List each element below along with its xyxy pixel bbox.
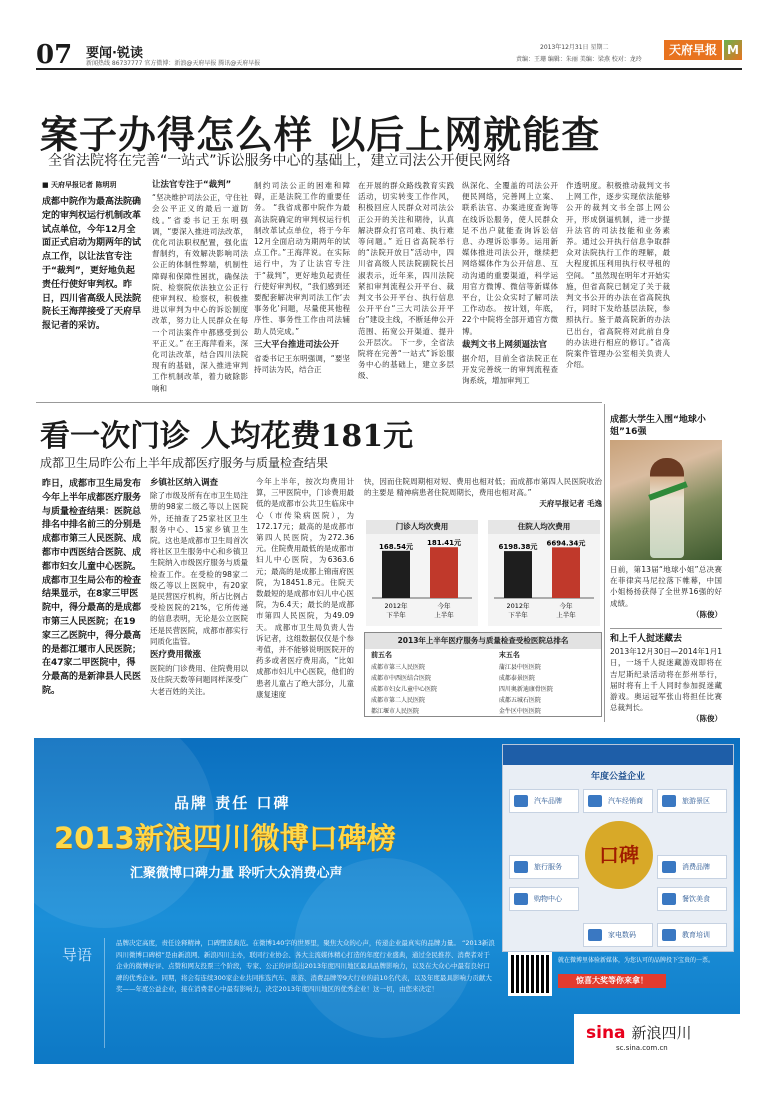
byline-1: ■ 天府早报记者 陈明玥 (42, 181, 117, 189)
brief-title: 和上千人挝迷藏去 (610, 634, 683, 644)
article1-col5-text: 纵深化、全覆盖的司法公开便民网络，完善网上立案、联系法官、办案进度查询等在线诉讼服务，使人民群众足不出户就能查询诉讼信息、办理诉讼事务。运用新媒体推进司法公开，继续把网络媒体作为公开信息、互动沟通的重要渠道，科学运用官方微博、微信等新媒体平台，让公众实时了解司法工作动态。 按计划，年底，22个中院将全部开通官方微博。 (462, 181, 558, 336)
chart-category-label: 2012年 (506, 602, 530, 610)
brief (610, 632, 722, 724)
chart-category-label: 下半年 (508, 611, 528, 619)
article1-col3b-text: 省委书记王东明强调，“要坚持司法为民，结合正 (254, 354, 350, 375)
chart-value-label: 6694.34元 (546, 539, 586, 548)
tile-label: 餐饮美食 (682, 895, 710, 903)
article2-col4 (364, 476, 602, 522)
table-row (365, 683, 601, 694)
tile-label: 汽车品牌 (534, 797, 562, 805)
landscape-icon (662, 795, 676, 807)
table-cell: 成都五城石医院 (498, 697, 541, 704)
table-cell: 都江堰市人民医院 (371, 708, 420, 715)
tile-label: 旅行服务 (534, 863, 562, 871)
article1-col6 (566, 180, 670, 396)
brief-divider (610, 628, 722, 629)
subhead-documents: 裁判文书上网须逼法官 (462, 339, 548, 350)
bag-icon (662, 861, 676, 873)
qr-code[interactable] (508, 952, 552, 996)
tile-food (657, 887, 727, 911)
sina-logo-cn: 新浪四川 (631, 1024, 692, 1042)
contest-photo (610, 440, 722, 560)
book-icon (662, 929, 676, 941)
chart-category-label: 上半年 (434, 611, 454, 619)
tv-icon (588, 929, 602, 941)
chart-bar (382, 551, 410, 598)
subhead-judges: 让法官专注于“裁判” (152, 180, 232, 190)
chart-bar (430, 547, 458, 598)
article2-col3 (256, 476, 354, 720)
subheadline-2: 成都卫生局昨公布上半年成都医疗服务与质量检查结果 (40, 456, 329, 470)
article1-col3-text: 制约司法公正的困难和障碍，正是法院工作的重要任务。 “我省成都中院作为最高法院确定的审判权运行机制改革试点单位，将于今年12月全面启动为期两年的试点工作。”王海萍说。在实际运行中，为了让法官专注于“裁判”，更好地负起责任行使好审判权，“我们感到还要配套解决审判司法工作‘去事务化’问题，尽量使其他程序性、事务性工作由司法辅助人员完成。” (254, 181, 350, 336)
table-row (365, 661, 601, 672)
bar-charts (364, 534, 604, 628)
guide-divider (104, 938, 105, 1048)
sina-advertisement (34, 738, 740, 1064)
photo-caption-title: 成都大学生入围“地球小姐”16强 (610, 415, 706, 437)
logo-mark-icon: M (724, 40, 742, 60)
ranking-header-top: 前五名 (371, 651, 392, 659)
issue-date: 2013年12月31日 星期二 (540, 44, 609, 51)
tile-electronics (583, 923, 653, 947)
ad-title: 2013新浪四川微博口碑榜 (54, 821, 396, 855)
article2-col2 (150, 476, 248, 720)
koubei-seal: 口碑 (585, 821, 653, 889)
ad-guide-label: 导语 (62, 946, 93, 964)
article1-col4 (358, 180, 454, 396)
ad-body: 品牌决定高度，责任诠释精神，口碑塑造典范。在微博140字的世界里，聚焦大众的心声，传递企业最真实的品牌力量。 “2013新浪四川微博口碑榜”是由新浪网、新浪四川主办，联同行业协会、各大主流媒体精心打造的年度行业盛典，通过全民推荐、消费者对于企业的微博好评、点赞和网友投票三个阶段，专家、公正的评选出2013年度四川地区最具品牌影响力，以及在大众心中最有良好口碑的优秀企业。同期，将会有连续300家企业共同推选汽车、旅游、消费品牌等9大行业的前10名代表，以及年度最具影响力贡献大奖——年度公益企业，接在消费者心中最有影响力，决定2013年度四川地区的优秀企业！这一切，由您来决定！ (116, 939, 495, 993)
staff-credits: 责编：王珊 编辑：朱丽 美编：梁燕 校对：龙玲 (516, 56, 642, 63)
ranking-table (364, 632, 602, 717)
brief-credit: （陈俊） (692, 714, 722, 724)
chart-1-title: 门诊人均次费用 (366, 520, 478, 534)
chart-value-label: 181.41元 (426, 539, 462, 548)
table-row (365, 694, 601, 705)
sina-logo-text: sina (586, 1023, 626, 1043)
tile-auto-brand (509, 789, 579, 813)
page-number: 07 (36, 40, 73, 70)
food-icon (662, 893, 676, 905)
article1-col4-text: 在开展的群众路线教育实践活动，切实转变工作作风，积极回应人民群众对司法公正公开的关注和期待，认真解决群众打官司难、执行难等问题。” 近日省高院举行的“法院开放日”活动中，四川省高级人民法院副院长吕淑表示，近年来，四川法院紧扣审判流程公开平台、裁判文书公开平台、执行信息公开平台“三大司法公开平台”建设主线，不断延伸公开范围、拓宽公开渠道、提升公开层次。 下一步，全省法院将在完善“一站式”诉讼服务中心的基础上，建立多层级、 (358, 181, 454, 381)
brief-text: 2013年12月30日—2014年1月1日，一场千人捉迷藏游戏即将在吉尼斯纪录活动将在彭州举行，届时将有上千人同时参加捉迷藏游戏。奥运冠军张山将担任比赛总裁判长。 (610, 647, 722, 713)
table-cell: 成都市第二人民医院 (371, 697, 426, 704)
subheadline-1: 全省法院将在完善“一站式”诉讼服务中心的基础上，建立司法公开便民网络 (48, 153, 511, 169)
ad-keywords: 品牌 责任 口碑 (174, 794, 291, 812)
sina-logo (586, 1022, 691, 1043)
section-title: 要闻·锐读 (86, 46, 143, 61)
tile-label: 购物中心 (534, 895, 562, 903)
photo-credit: （陈俊） (692, 609, 722, 619)
article2-col2-text: 除了市级及所有在市卫生局注册的98家二级乙等以上医院外，还抽查了25家社区卫生服务中心、15家乡镇卫生院。这也是成都市卫生局首次将社区卫生服务中心和乡镇卫生院纳入市级医疗服务与质量检查工作。在受检的98家二级乙等以上医院中，有20家是民营医疗机构，所占比例占受检医院的21%，它所传递的信息表明，无论是公立医院还是民营医院，成都市都实行同质化监管。 (150, 491, 248, 646)
ranking-header-bottom: 末五名 (498, 651, 520, 659)
tile-education (657, 923, 727, 947)
chart-value-label: 168.54元 (378, 542, 414, 551)
car-icon (514, 795, 528, 807)
photo-text-body: 日前，第13届“地球小姐”总决赛在菲律宾马尼拉落下帷幕，中国小姐杨扬获得了全世界16强的好成绩。 (610, 565, 722, 608)
lead-1: 成都中院作为最高法院确定的审判权运行机制改革试点单位，今年12月全面正式启动为期两年的试点工作，以让法官专注于“裁判”，更好地负起责任行使好审判权。昨日，四川省高级人民法院院长王海萍接受了天府早报记者的采访。 (42, 197, 142, 332)
tile-auto-dealer (583, 789, 653, 813)
contestant-figure (650, 458, 684, 558)
table-cell: 成都市第三人民医院 (371, 664, 426, 671)
article2-col3-text: 今年上半年，按次均费用计算，三甲医院中，门诊费用最低的是成都市公共卫生临床中心（市传染病医院），为172.17元；最高的是成都市第四人民医院，为272.36元。住院费用最低的是成都市妇儿中心医院，为6363.6元；最高的是成都上锦南府医院，为18451.8元。住院天数最短的是成都市妇儿中心医院，为6.4天；最长的是成都市第四人民医院，为49.09天。 成都市卫生局负责人告诉记者，这组数据仅仅是个参考值，并不能够说明医院开的药多或者医疗费用高，“比如成都市妇儿中心医院，他们的患者儿童占了绝大部分，儿童康复速度 (256, 477, 354, 699)
article2-col2b-text: 医院的门诊费用、住院费用以及住院天数等问题同样深受广大老百姓的关注。 (150, 664, 248, 696)
table-row (365, 672, 601, 683)
subhead-costs: 医疗费用微涨 (150, 650, 202, 661)
chart-category-label: 下半年 (386, 611, 406, 619)
article1-col2-text: “坚决维护司法公正，守住社会公平正义的最后一道防线。”省委书记王东明强调，“要深入推进司法改革，优化司法职权配置，强化监督制约，有效解决影响司法公正的体制性弊端，机制性障碍和保障性困扰，确保法院、检察院依法独立公正行使审判权、检察权，积极推进以审判为中心的诉讼制度改革，努力让人民群众在每一个司法案件中都感受到公平正义。” 在王海萍看来，深化司法改革，结合四川法院现有的基础，深入推进审判工作机制改革，着力破除影响和 (152, 193, 248, 393)
tile-label: 教育培训 (682, 931, 710, 939)
qr-caption: 就在微博里体验新媒体，为您认可的品牌投下宝贵的一票。 (558, 957, 715, 964)
ad-screenshot-bar (503, 745, 733, 765)
chart-category-label: 上半年 (556, 611, 576, 619)
car-icon (588, 795, 602, 807)
tile-label: 家电数码 (608, 931, 636, 939)
headline-1: 案子办得怎么样 以后上网就能查 (40, 112, 601, 157)
tile-label: 旅游景区 (682, 797, 710, 805)
table-cell: 金牛区中医医院 (498, 708, 541, 715)
table-cell: 成都市中西医结合医院 (371, 675, 432, 682)
chart-bar (552, 547, 580, 598)
chart-2-title: 住院人均次费用 (488, 520, 600, 534)
prize-banner: 惊喜大奖等你来拿！ (558, 974, 666, 988)
column-divider (604, 404, 605, 722)
section-divider (36, 402, 602, 403)
newspaper-logo: 天府早报 (664, 40, 722, 60)
article1-col3 (254, 180, 350, 396)
plane-icon (514, 861, 528, 873)
table-cell: 蒲江县中医医院 (498, 664, 541, 671)
ad-screenshot-title: 年度公益企业 (590, 772, 645, 782)
tile-scenic (657, 789, 727, 813)
tile-label: 消费品牌 (682, 863, 710, 871)
tile-mall (509, 887, 579, 911)
page-header (36, 38, 742, 70)
chart-bar (504, 551, 532, 598)
tile-consumer (657, 855, 727, 879)
photo-text (610, 564, 722, 626)
tile-travel (509, 855, 579, 879)
subhead-platforms: 三大平台推进司法公开 (254, 339, 340, 350)
article1-col5b-text: 据介绍，目前全省法院正在开发完善统一的审判流程查询系统，增加审判工 (462, 354, 558, 386)
article1-col2 (152, 178, 248, 396)
article2-byline: 天府早报记者 毛逸 (539, 499, 602, 509)
hotline: 新闻热线 86737777 官方微博：新浪@天府早报 腾讯@天府早报 (86, 60, 261, 67)
table-cell: 四川奥新迪康骨医院 (498, 686, 553, 693)
table-row (365, 705, 601, 716)
subhead-township: 乡镇社区纳入调查 (150, 478, 219, 488)
table-cell: 成都泰景医院 (498, 675, 535, 682)
sina-url: sc.sina.com.cn (616, 1044, 668, 1052)
ad-screenshot (502, 744, 734, 952)
article1-col6-text: 作透明度。积极推动裁判文书上网工作，逐步实现依法能够公开的裁判文书全部上网公开，形成倒逼机制，进一步提升法官的司法技能和业务素养。通过公开执行信息争取群众对法院执行工作的理解，最大程度抓压利用执行权寻租的空间。 “虽然现在明年才开始实施，但省高院已制定了关于裁判文书公开的办法在省高院执行，同时下发给基层法院，参照执行。鉴于最高院新的办法已出台，省高院将对此前自身的办法进行相应的修订。”省高院案件管理办公室相关负责人介绍。 (566, 181, 670, 370)
table-cell: 成都市妇女儿童中心医院 (371, 686, 438, 693)
article2-col4-text: 精神病患者住院周期长，费用也相对高。” (396, 488, 532, 498)
ranking-table-title: 2013年上半年医疗服务与质量检查受检医院总排名 (365, 633, 601, 649)
article1-col5 (462, 180, 558, 396)
cart-icon (514, 893, 528, 905)
article2-col4-top: 快，因而住院周期相对短、费用也相对低；而成都市第四人民医院收治的主要是 (364, 477, 602, 498)
lead-2: 昨日，成都市卫生局发布今年上半年成都医疗服务与质量检查结果：医院总排名中排名前三的分别是成都市第三人民医院、成都市中西医结合医院、成都市妇女儿童中心医院。 成都市卫生局公布的检查结果显示，在8家三甲医院中，得分最高的是成都市第三人民医院；在19家三乙医院中，得分最高的是都江堰市人民医院；在47家二甲医院中，得分最高的是新津县人民医院。 (42, 479, 142, 696)
headline-2: 看一次门诊 人均花费181元 (40, 419, 414, 454)
chart-category-label: 2012年 (384, 602, 408, 610)
chart-category-label: 今年 (559, 602, 573, 610)
ad-slogan: 汇聚微博口碑力量 聆听大众消费心声 (130, 866, 343, 881)
chart-category-label: 今年 (437, 602, 451, 610)
tile-label: 汽车经销商 (608, 797, 643, 805)
chart-value-label: 6198.38元 (498, 543, 538, 552)
